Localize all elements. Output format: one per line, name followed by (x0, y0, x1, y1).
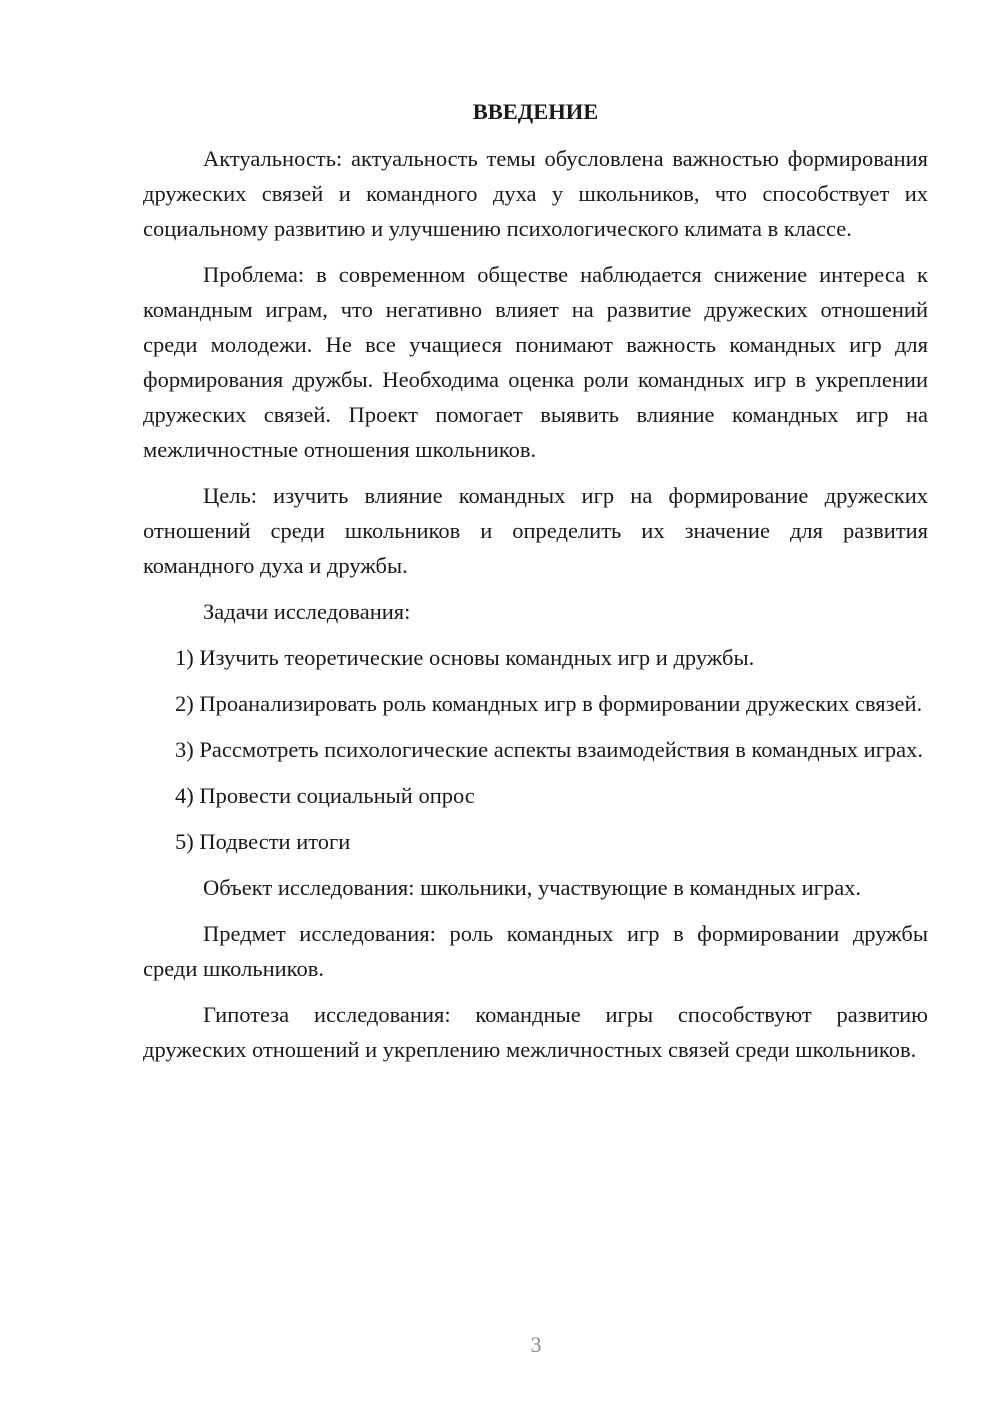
task-item-4: 4) Провести социальный опрос (175, 783, 475, 808)
paragraph-goal: Цель: изучить влияние командных игр на формирование дружеских отношений среди школьников и определить их значение для развития командного духа и дружбы. (143, 483, 928, 578)
paragraph-hypothesis: Гипотеза исследования: командные игры способствуют развитию дружеских отношений и укреплению межличностных связей среди школьников. (143, 1002, 928, 1062)
page-number: 3 (530, 1332, 542, 1357)
task-item-5: 5) Подвести итоги (175, 829, 351, 854)
paragraph-object: Объект исследования: школьники, участвующие в командных играх. (203, 875, 862, 900)
paragraph-problem: Проблема: в современном обществе наблюдается снижение интереса к командным играм, что негативно влияет на развитие дружеских отношений среди молодежи. Не все учащиеся понимают важность командных игр для формирования дружбы. Необходима оценка роли командных игр в укреплении дружеских связей. Проект помогает выявить влияние командных игр на межличностные отношения школьников. (143, 262, 928, 462)
document-title: ВВЕДЕНИЕ (472, 99, 599, 124)
paragraph-subject: Предмет исследования: роль командных игр в формировании дружбы среди школьников. (143, 921, 928, 981)
paragraph-relevance: Актуальность: актуальность темы обусловлена важностью формирования дружеских связей и командного духа у школьников, что способствует их социальному развитию и улучшению психологического климата в классе. (143, 146, 928, 241)
tasks-heading: Задачи исследования: (203, 599, 411, 624)
task-item-2: 2) Проанализировать роль командных игр в формировании дружеских связей. (175, 691, 923, 716)
task-item-3: 3) Рассмотреть психологические аспекты взаимодействия в командных играх. (175, 737, 924, 762)
document-page (143, 94, 928, 1078)
task-item-1: 1) Изучить теоретические основы командных игр и дружбы. (175, 645, 755, 670)
